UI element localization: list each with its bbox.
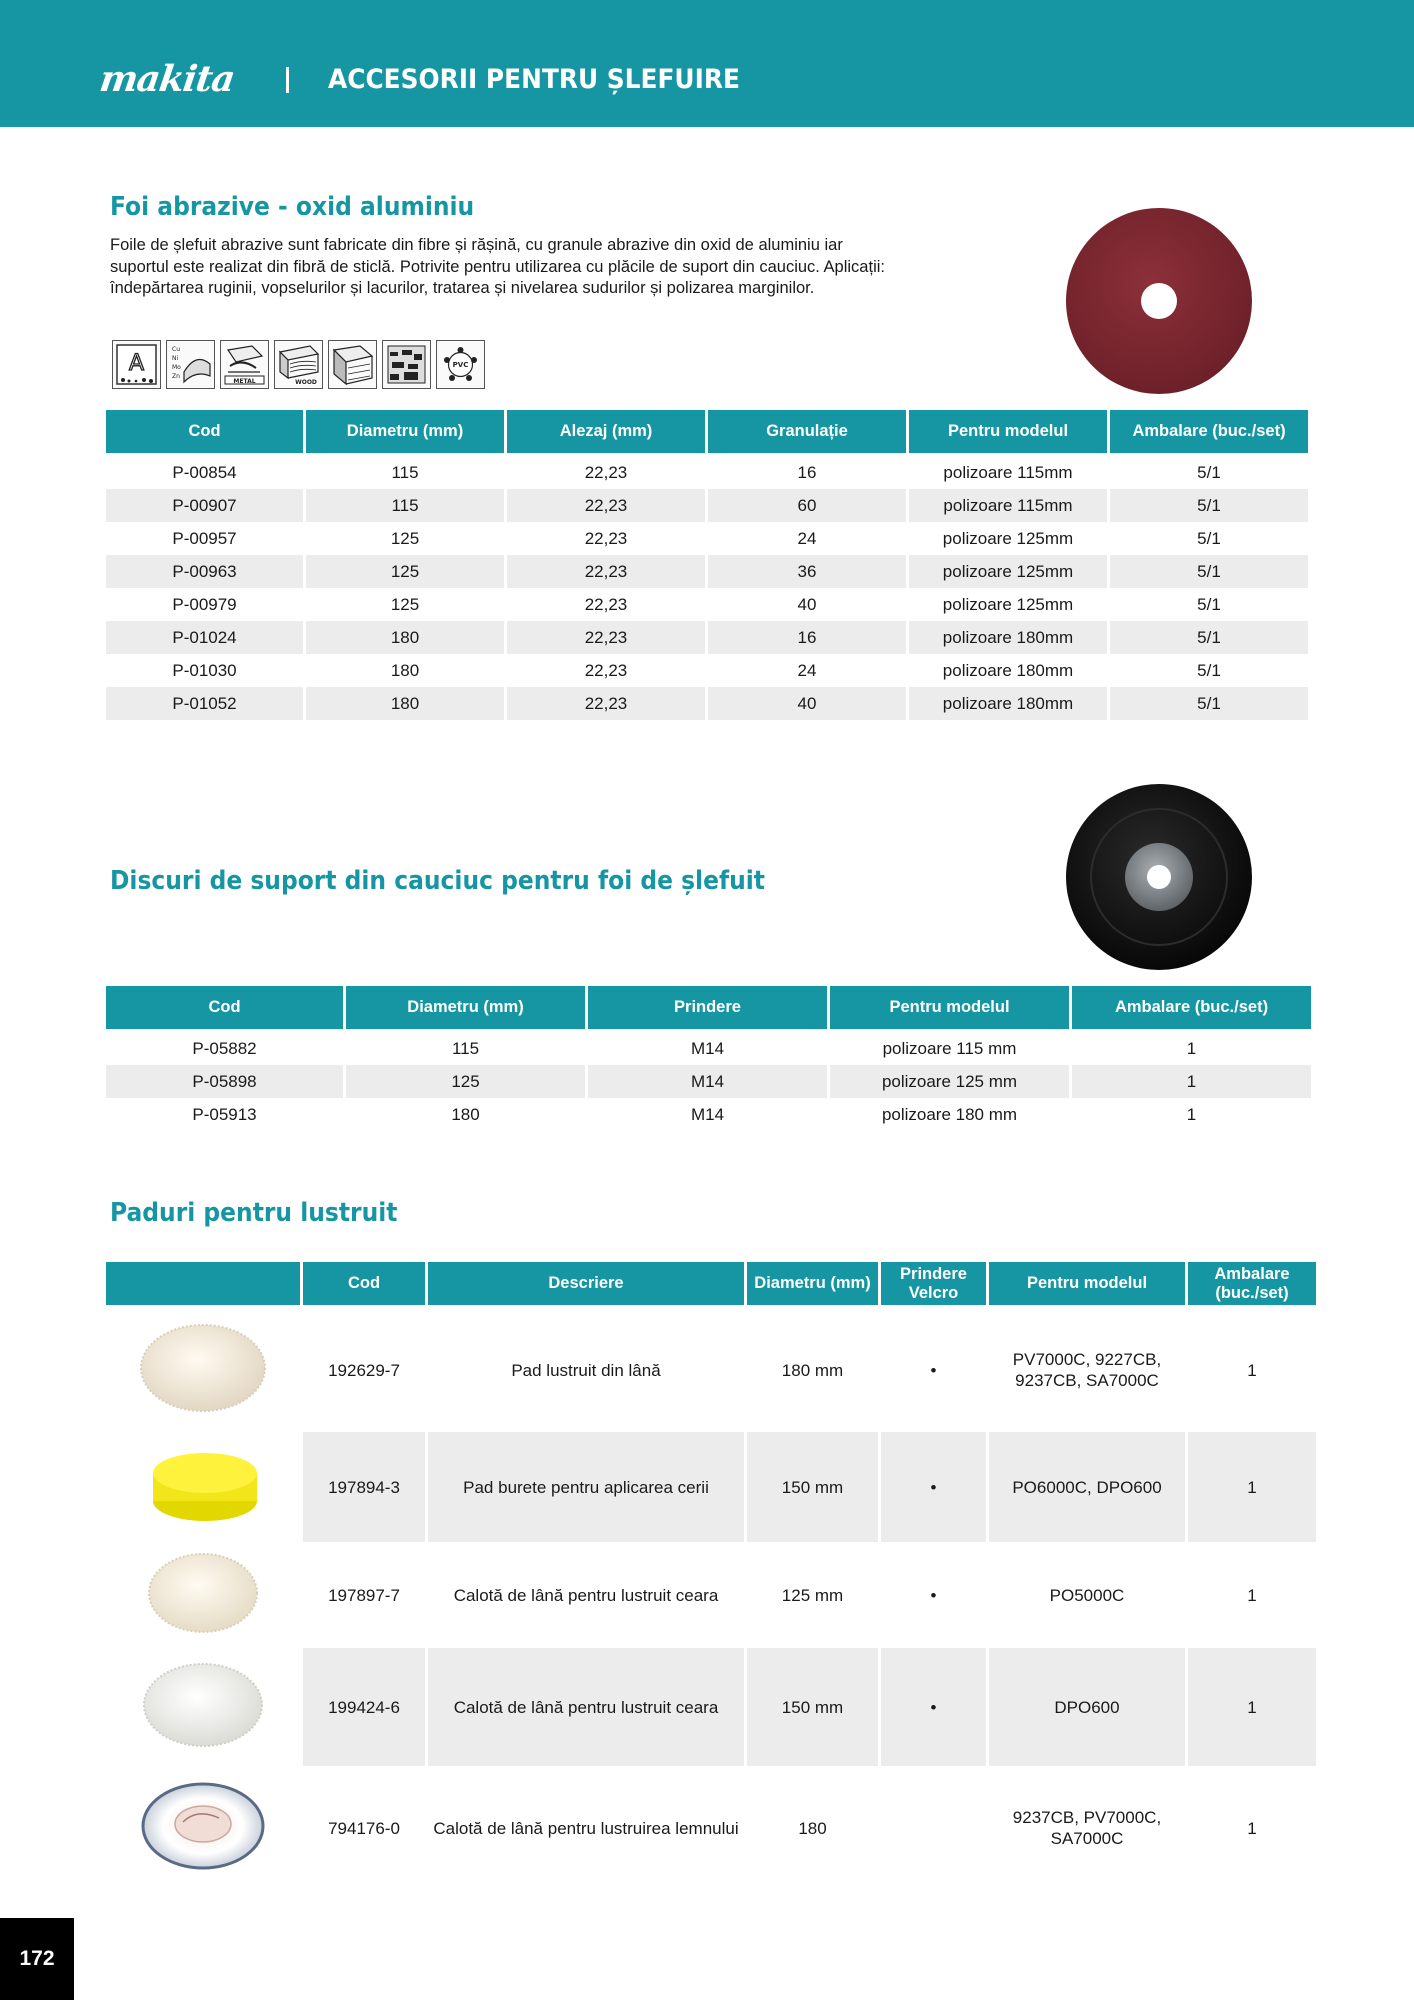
cell-velcro (881, 1766, 986, 1890)
cell-ambalare: 1 (1188, 1432, 1316, 1542)
cell-cod: 197894-3 (303, 1432, 425, 1542)
cell-alezaj: 22,23 (584, 462, 628, 482)
cell-granulatie: 24 (797, 528, 817, 548)
header-separator (286, 67, 289, 93)
cell-diametru: 125 mm (781, 1585, 844, 1605)
table-row (106, 1766, 1316, 1890)
cell-ambalare: 5/1 (1110, 687, 1308, 720)
table-row (106, 1648, 1316, 1766)
cell-cod: P-01024 (106, 621, 303, 654)
cell-diametru: 115 (451, 1038, 480, 1058)
table-row (106, 1542, 1316, 1648)
wool-bonnet-large-image (140, 1659, 266, 1751)
table-header-row (106, 410, 1308, 456)
cell-ambalare: 1 (1247, 1818, 1257, 1838)
cell-granulatie: 16 (708, 621, 906, 654)
cell-descriere: Pad burete pentru aplicarea cerii (428, 1432, 744, 1542)
page-header (0, 0, 1414, 127)
cell-cod: P-00957 (172, 528, 237, 548)
table-header-row (106, 986, 1311, 1032)
cell-velcro: • (930, 1585, 937, 1605)
col-header-ambalare: Ambalare (buc./set) (1110, 410, 1308, 456)
wool-bonnet-image (145, 1550, 261, 1636)
cell-model: polizoare 180 mm (881, 1104, 1018, 1124)
cell-cod: 199424-6 (303, 1648, 425, 1766)
col-header-diametru: Diametru (mm) (346, 986, 585, 1032)
cell-ambalare: 5/1 (1110, 489, 1308, 522)
cell-diametru: 150 mm (747, 1648, 878, 1766)
cell-diametru: 125 (390, 594, 420, 614)
cell-model: polizoare 125mm (942, 594, 1074, 614)
table-row (106, 654, 1308, 687)
cell-diametru: 115 (306, 489, 504, 522)
cell-prindere: M14 (588, 1065, 827, 1098)
cell-ambalare: 5/1 (1197, 594, 1221, 614)
cell-ambalare: 1 (1186, 1038, 1197, 1058)
cell-cod: P-00963 (106, 555, 303, 588)
cell-diametru: 180 (306, 621, 504, 654)
cell-cod: P-00907 (106, 489, 303, 522)
cell-diametru: 115 (391, 462, 419, 482)
table-row (106, 1098, 1311, 1131)
col-header-diametru: Diametru (mm) (306, 410, 504, 456)
metals-icon (166, 340, 215, 389)
svg-text:METAL: METAL (233, 378, 256, 385)
rubber-backing-pad-image (1064, 782, 1254, 972)
cell-model: DPO600 (989, 1648, 1185, 1766)
table-row (106, 687, 1308, 720)
wool-cap-image (139, 1778, 267, 1874)
svg-text:PVC: PVC (452, 361, 469, 369)
cell-model: polizoare 180mm (942, 660, 1074, 680)
paint-icon (382, 340, 431, 389)
cell-image (106, 1432, 300, 1542)
abrasive-disc-image (1064, 206, 1254, 396)
cell-cod: P-05913 (192, 1104, 257, 1124)
cell-alezaj: 22,23 (507, 555, 705, 588)
cell-ambalare: 1 (1188, 1648, 1316, 1766)
cell-model: PO6000C, DPO600 (989, 1432, 1185, 1542)
col-header-cod: Cod (106, 986, 343, 1032)
col-header-model: Pentru modelul (909, 410, 1107, 456)
col-header-granulatie: Granulație (708, 410, 906, 456)
cell-alezaj: 22,23 (584, 528, 628, 548)
cell-ambalare: 1 (1247, 1585, 1257, 1605)
col-header-ambalare: Ambalare (buc./set) (1188, 1262, 1316, 1308)
col-header-velcro: Prindere Velcro (881, 1262, 986, 1308)
aluminium-oxide-icon (112, 340, 161, 389)
abrasive-sheets-table (103, 410, 1311, 720)
cell-ambalare: 5/1 (1197, 462, 1221, 482)
cell-diametru: 125 (306, 555, 504, 588)
cell-ambalare: 5/1 (1197, 660, 1221, 680)
cell-cod: P-00979 (172, 594, 237, 614)
cell-alezaj: 22,23 (507, 687, 705, 720)
svg-text:Ni: Ni (172, 355, 179, 362)
cell-ambalare: 5/1 (1110, 621, 1308, 654)
cell-diametru: 180 (798, 1818, 827, 1838)
page-title: ACCESORII PENTRU ȘLEFUIRE (328, 64, 740, 95)
col-header-diametru: Diametru (mm) (747, 1262, 878, 1308)
cell-diametru: 180 (390, 660, 420, 680)
cell-cod: 794176-0 (328, 1818, 400, 1838)
cell-ambalare: 1 (1072, 1065, 1311, 1098)
table-row (106, 1432, 1316, 1542)
cell-granulatie: 36 (708, 555, 906, 588)
cell-cod: P-00854 (172, 462, 237, 482)
table-row (106, 1032, 1311, 1065)
wool-pad-image (138, 1320, 268, 1416)
cell-model: PO5000C (1049, 1585, 1125, 1605)
col-header-descriere: Descriere (428, 1262, 744, 1308)
cell-model: polizoare 115mm (909, 489, 1107, 522)
table-row (106, 555, 1308, 588)
table-row (106, 1065, 1311, 1098)
cell-cod: 197897-7 (328, 1585, 400, 1605)
section-title-rubber-pads: Discuri de suport din cauciuc pentru foi de șlefuit (110, 866, 766, 896)
section-description: Foile de șlefuit abrazive sunt fabricate din fibre și rășină, cu granule abrazive din oxid de aluminiu iar suportul este realizat din fibră de sticlă. Potrivite pentru utilizarea cu plăcile de suport din cauciuc. Aplicații: îndepărtarea ruginii, vopselurilor și lacurilor, tratarea și nivelarea sudurilor și polizarea marginilor. (110, 236, 885, 297)
col-header-model: Pentru modelul (830, 986, 1069, 1032)
cell-granulatie: 16 (797, 462, 817, 482)
table-row (106, 522, 1308, 555)
table-header-row (106, 1262, 1316, 1308)
cell-model: polizoare 125mm (909, 555, 1107, 588)
cell-descriere: Calotă de lână pentru lustruit ceara (453, 1585, 719, 1605)
table-row (106, 1308, 1316, 1432)
wood-edge-icon (328, 340, 377, 389)
cell-velcro: • (881, 1648, 986, 1766)
cell-diametru: 180 mm (781, 1360, 844, 1380)
page-number: 172 (0, 1918, 74, 2000)
cell-model: polizoare 115 mm (882, 1038, 1017, 1058)
cell-model: polizoare 180mm (909, 687, 1107, 720)
cell-cod: P-01030 (172, 660, 237, 680)
cell-diametru: 125 (390, 528, 420, 548)
cell-diametru: 180 (306, 687, 504, 720)
cell-alezaj: 22,23 (507, 621, 705, 654)
col-header-model: Pentru modelul (989, 1262, 1185, 1308)
wood-icon (274, 340, 323, 389)
cell-descriere: Calotă de lână pentru lustruirea lemnului (433, 1818, 739, 1838)
application-icons (112, 340, 485, 389)
cell-granulatie: 24 (797, 660, 817, 680)
cell-alezaj: 22,23 (584, 660, 628, 680)
svg-text:WOOD: WOOD (295, 379, 317, 386)
svg-text:Zn: Zn (172, 373, 180, 380)
cell-prindere: M14 (690, 1038, 725, 1058)
table-row (106, 456, 1308, 489)
cell-prindere: M14 (690, 1104, 725, 1124)
cell-velcro: • (930, 1360, 937, 1380)
col-header-cod: Cod (303, 1262, 425, 1308)
cell-image (106, 1648, 300, 1766)
cell-descriere: Pad lustruit din lână (511, 1360, 661, 1380)
cell-cod: P-01052 (106, 687, 303, 720)
cell-ambalare: 1 (1247, 1360, 1257, 1380)
cell-cod: P-05882 (192, 1038, 257, 1058)
cell-cod: 192629-7 (328, 1360, 400, 1380)
cell-model: polizoare 125 mm (830, 1065, 1069, 1098)
makita-logo: makita (97, 58, 237, 100)
cell-image (106, 1308, 300, 1432)
cell-descriere: Calotă de lână pentru lustruit ceara (428, 1648, 744, 1766)
cell-granulatie: 40 (797, 594, 817, 614)
col-header-cod: Cod (106, 410, 303, 456)
cell-granulatie: 60 (708, 489, 906, 522)
svg-text:Cu: Cu (172, 346, 180, 353)
cell-diametru: 150 mm (747, 1432, 878, 1542)
metal-icon (220, 340, 269, 389)
cell-ambalare: 5/1 (1197, 528, 1221, 548)
cell-ambalare: 5/1 (1110, 555, 1308, 588)
section-title-abrasive-sheets: Foi abrazive - oxid aluminiu (110, 192, 475, 222)
cell-granulatie: 40 (708, 687, 906, 720)
cell-alezaj: 22,23 (507, 489, 705, 522)
section-title-polishing-pads: Paduri pentru lustruit (110, 1198, 398, 1228)
col-header-ambalare: Ambalare (buc./set) (1072, 986, 1311, 1032)
table-row (106, 588, 1308, 621)
polishing-pads-table (103, 1262, 1319, 1890)
table-row (106, 621, 1308, 654)
cell-model: PV7000C, 9227CB, 9237CB, SA7000C (1012, 1350, 1162, 1390)
col-header-alezaj: Alezaj (mm) (507, 410, 705, 456)
cell-image (106, 1766, 300, 1890)
cell-diametru: 125 (346, 1065, 585, 1098)
table-row (106, 489, 1308, 522)
cell-model: polizoare 115mm (943, 462, 1073, 482)
cell-image (106, 1542, 300, 1648)
col-header-image (106, 1262, 300, 1308)
cell-ambalare: 1 (1186, 1104, 1197, 1124)
cell-cod: P-05898 (106, 1065, 343, 1098)
cell-velcro: • (881, 1432, 986, 1542)
cell-alezaj: 22,23 (584, 594, 628, 614)
svg-text:A: A (128, 351, 145, 376)
rubber-pads-table (103, 986, 1314, 1131)
cell-model: 9237CB, PV7000C, SA7000C (1012, 1808, 1162, 1848)
col-header-prindere: Prindere (588, 986, 827, 1032)
cell-diametru: 180 (451, 1104, 480, 1124)
svg-text:Mo: Mo (172, 364, 181, 371)
cell-model: polizoare 125mm (942, 528, 1074, 548)
pvc-icon (436, 340, 485, 389)
sponge-pad-image (143, 1443, 263, 1527)
cell-model: polizoare 180mm (909, 621, 1107, 654)
